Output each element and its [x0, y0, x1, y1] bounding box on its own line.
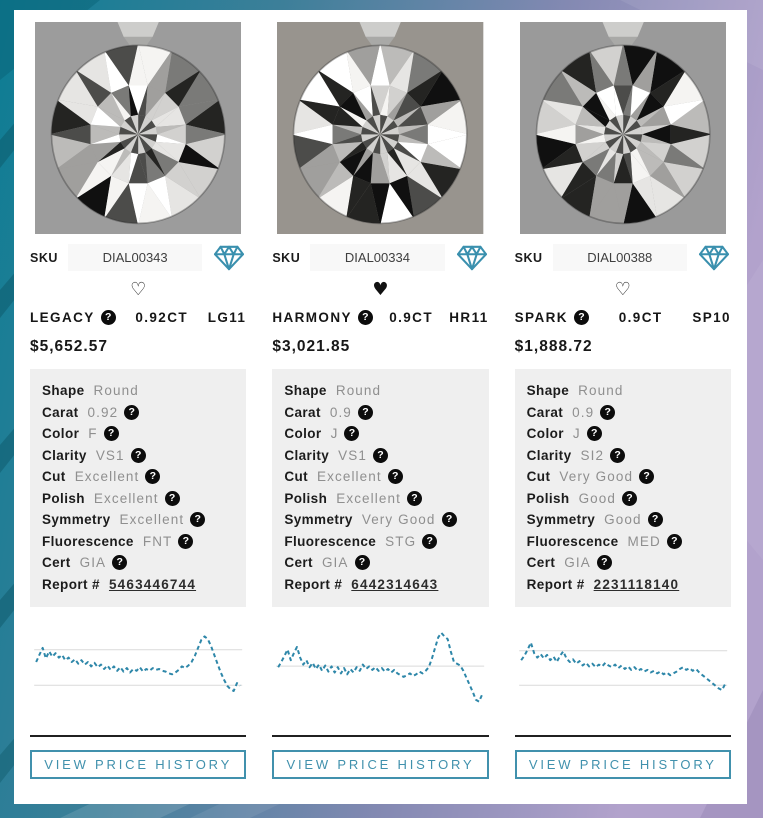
gem-outline-icon[interactable]	[455, 244, 489, 272]
spec-label: Shape	[526, 383, 570, 398]
sku-value: DIAL00343	[68, 244, 202, 271]
spec-value: 0.9	[329, 404, 352, 420]
favorite-heart-icon[interactable]: ♡	[130, 279, 147, 300]
spec-label: Report #	[284, 576, 343, 592]
help-icon[interactable]: ?	[358, 310, 373, 325]
help-icon[interactable]: ?	[145, 469, 160, 484]
spec-label: Report #	[42, 576, 100, 592]
spec-label: Color	[526, 426, 564, 441]
favorite-row	[30, 279, 246, 301]
spec-list	[515, 369, 731, 607]
price: $5,652.57	[30, 338, 108, 355]
spec-label: Fluorescence	[42, 533, 134, 549]
spec-value: J	[572, 426, 581, 441]
diamond-card-spark	[515, 22, 731, 804]
help-icon[interactable]: ?	[355, 555, 370, 570]
help-icon[interactable]: ?	[600, 405, 615, 420]
product-name-label: HARMONY	[272, 310, 352, 325]
spec-row	[42, 488, 234, 510]
spec-value: Excellent	[93, 490, 159, 506]
product-name	[30, 310, 116, 325]
spec-value: 0.92	[87, 404, 119, 420]
sku-value: DIAL00334	[310, 244, 444, 271]
spec-row	[284, 488, 476, 510]
spec-row	[42, 574, 234, 596]
spec-value: Good	[604, 512, 642, 527]
spec-label: Cut	[284, 469, 309, 484]
gem-outline-icon[interactable]	[212, 244, 246, 272]
spec-row	[284, 552, 476, 574]
product-code: LG11	[207, 310, 247, 325]
chart-axis-line	[515, 735, 731, 737]
spec-row	[527, 402, 719, 424]
spec-label: Carat	[42, 404, 79, 420]
help-icon[interactable]: ?	[587, 426, 602, 441]
spec-value: Excellent	[74, 469, 140, 484]
help-icon[interactable]: ?	[124, 405, 139, 420]
product-code: SP10	[692, 310, 731, 325]
spec-label: Fluorescence	[526, 533, 619, 549]
help-icon[interactable]: ?	[358, 405, 373, 420]
help-icon[interactable]: ?	[610, 448, 625, 463]
help-icon[interactable]: ?	[667, 534, 682, 549]
spec-value: F	[88, 426, 98, 441]
spec-label: Shape	[42, 383, 85, 398]
spec-label: Color	[42, 426, 80, 441]
spec-value: Very Good	[559, 469, 634, 484]
spec-value: VS1	[95, 447, 125, 463]
help-icon[interactable]: ?	[597, 555, 612, 570]
sku-label: SKU	[272, 250, 301, 265]
spec-row	[527, 466, 719, 488]
sku-row	[515, 244, 731, 271]
carat-label: 0.9CT	[389, 310, 433, 325]
product-header	[30, 310, 246, 325]
spec-row	[42, 380, 234, 402]
help-icon[interactable]: ?	[101, 310, 116, 325]
diamond-comparison-panel	[14, 10, 747, 804]
diamond-image	[35, 22, 241, 234]
spec-label: Carat	[526, 404, 564, 420]
view-price-history-button[interactable]: VIEW PRICE HISTORY	[515, 750, 731, 779]
view-price-history-button[interactable]: VIEW PRICE HISTORY	[272, 750, 488, 779]
spec-value: GIA	[321, 555, 349, 570]
carat-label: 0.92CT	[135, 310, 189, 325]
spec-row	[527, 423, 719, 445]
price: $3,021.85	[272, 338, 351, 355]
spec-row	[284, 402, 476, 424]
spec-label: Report #	[526, 576, 585, 592]
sku-label: SKU	[514, 250, 543, 265]
spec-list	[30, 369, 246, 607]
help-icon[interactable]: ?	[388, 469, 403, 484]
spec-value: VS1	[338, 447, 367, 463]
help-icon[interactable]: ?	[407, 491, 422, 506]
spec-row	[527, 509, 719, 531]
diamond-image	[520, 22, 726, 234]
diamond-photo	[520, 22, 726, 234]
product-name	[272, 310, 373, 325]
sku-row	[30, 244, 246, 271]
help-icon[interactable]: ?	[104, 426, 119, 441]
spec-row	[42, 552, 234, 574]
help-icon[interactable]: ?	[639, 469, 654, 484]
spec-value: Round	[335, 383, 382, 398]
spec-row	[42, 509, 234, 531]
price-history-sparkline	[34, 621, 242, 717]
spec-row	[284, 466, 476, 488]
spec-label: Polish	[42, 490, 85, 506]
diamond-photo	[35, 22, 241, 234]
spec-row	[284, 380, 476, 402]
spec-row	[527, 552, 719, 574]
spec-value: GIA	[79, 555, 107, 570]
spec-row	[527, 380, 719, 402]
spec-value: FNT	[142, 533, 173, 549]
help-icon[interactable]: ?	[165, 491, 180, 506]
help-icon[interactable]: ?	[131, 448, 146, 463]
spec-value: 0.9	[572, 404, 595, 420]
help-icon[interactable]: ?	[344, 426, 359, 441]
diamond-card-harmony	[272, 22, 488, 804]
spec-label: Cut	[42, 469, 66, 484]
report-number-link[interactable]: 5463446744	[108, 576, 197, 592]
spec-list	[272, 369, 488, 607]
help-icon[interactable]: ?	[190, 512, 205, 527]
spec-value: GIA	[564, 555, 591, 570]
spec-value: Excellent	[119, 512, 185, 527]
help-icon[interactable]: ?	[422, 534, 437, 549]
spec-label: Clarity	[284, 447, 330, 463]
spec-value: J	[330, 426, 339, 441]
favorite-heart-icon[interactable]: ♥	[372, 279, 389, 300]
spec-value: Excellent	[317, 469, 382, 484]
spec-row	[527, 488, 719, 510]
help-icon[interactable]: ?	[622, 491, 637, 506]
spec-label: Carat	[284, 404, 321, 420]
diamond-photo	[277, 22, 483, 234]
product-code: HR11	[449, 310, 489, 325]
spec-row	[42, 466, 234, 488]
spec-label: Clarity	[42, 447, 87, 463]
help-icon[interactable]: ?	[373, 448, 388, 463]
spec-value: MED	[627, 533, 661, 549]
chart-axis-line	[272, 735, 488, 737]
spec-value: Round	[578, 383, 624, 398]
report-number-link[interactable]: 2231118140	[593, 576, 680, 592]
spec-value: Good	[578, 490, 617, 506]
view-price-history-button[interactable]: VIEW PRICE HISTORY	[30, 750, 246, 779]
spec-label: Clarity	[526, 447, 572, 463]
spec-value: Very Good	[361, 512, 436, 527]
chart-axis-line	[30, 735, 246, 737]
spec-row	[42, 531, 234, 553]
spec-row	[284, 445, 476, 467]
report-number-link[interactable]: 6442314643	[351, 576, 439, 592]
spec-value: Excellent	[336, 490, 401, 506]
spec-label: Cert	[42, 555, 71, 570]
favorite-heart-icon[interactable]: ♡	[614, 279, 631, 300]
spec-row	[527, 445, 719, 467]
product-name	[515, 310, 589, 325]
sku-value: DIAL00388	[553, 244, 687, 271]
spec-row	[284, 574, 476, 596]
spec-label: Polish	[526, 490, 570, 506]
spec-label: Shape	[284, 383, 327, 398]
diamond-image	[277, 22, 483, 234]
spec-label: Fluorescence	[284, 533, 377, 549]
help-icon[interactable]: ?	[442, 512, 457, 527]
favorite-row	[515, 279, 731, 301]
spec-value: Round	[93, 383, 139, 398]
help-icon[interactable]: ?	[178, 534, 193, 549]
spec-row	[284, 509, 476, 531]
favorite-row	[272, 279, 488, 301]
gem-outline-icon[interactable]	[697, 244, 731, 272]
spec-row	[42, 402, 234, 424]
spec-row	[284, 423, 476, 445]
spec-label: Symmetry	[526, 512, 596, 527]
product-header	[272, 310, 488, 325]
spec-label: Cert	[526, 555, 556, 570]
sku-row	[272, 244, 488, 271]
price-history-sparkline	[519, 621, 727, 717]
product-header	[515, 310, 731, 325]
spec-value: SI2	[580, 447, 605, 463]
spec-value: STG	[385, 533, 417, 549]
spec-row	[527, 531, 719, 553]
spec-label: Symmetry	[42, 512, 111, 527]
price-history-sparkline	[276, 621, 484, 717]
product-name-label: SPARK	[514, 310, 568, 325]
spec-label: Color	[284, 426, 322, 441]
sku-label: SKU	[30, 250, 58, 265]
help-icon[interactable]: ?	[574, 310, 589, 325]
spec-row	[527, 574, 719, 596]
spec-label: Symmetry	[284, 512, 353, 527]
carat-label: 0.9CT	[618, 310, 663, 325]
help-icon[interactable]: ?	[648, 512, 663, 527]
spec-row	[42, 445, 234, 467]
spec-label: Cut	[526, 469, 551, 484]
spec-row	[284, 531, 476, 553]
price: $1,888.72	[514, 338, 593, 355]
spec-label: Polish	[284, 490, 328, 506]
diamond-card-legacy	[30, 22, 246, 804]
spec-label: Cert	[284, 555, 313, 570]
product-name-label: LEGACY	[30, 310, 95, 325]
help-icon[interactable]: ?	[112, 555, 127, 570]
spec-row	[42, 423, 234, 445]
